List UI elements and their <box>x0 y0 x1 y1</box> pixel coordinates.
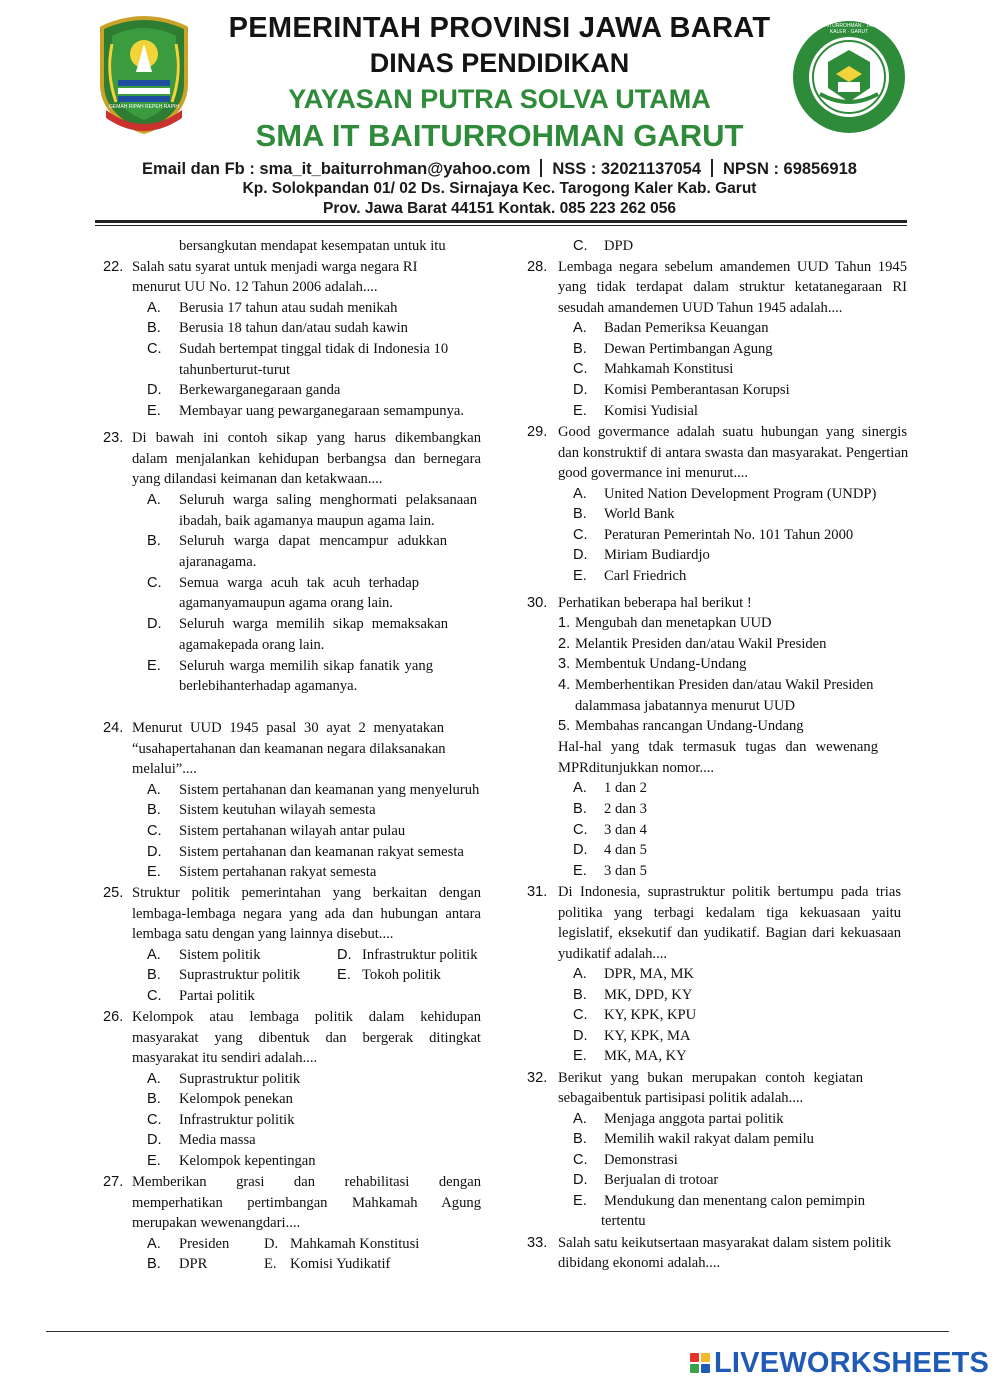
q29-number: 29. <box>527 424 548 440</box>
q23-option-a[interactable]: Seluruh warga saling menghormati pelaksanaan <box>179 492 477 508</box>
q25-option-letter: A. <box>147 947 161 963</box>
q25-option-e[interactable]: Tokoh politik <box>362 967 441 983</box>
q29-option-letter: A. <box>573 486 587 502</box>
q24-option-letter: C. <box>147 823 162 839</box>
q31-option-letter: E. <box>573 1048 587 1064</box>
q28-option-letter: C. <box>573 361 588 377</box>
q31-option-a[interactable]: DPR, MA, MK <box>604 966 695 982</box>
q31-option-e[interactable]: MK, MA, KY <box>604 1048 687 1064</box>
q32-stem: Berikut yang bukan merupakan contoh kegiatan <box>558 1070 863 1086</box>
q31-stem: yudikatif adalah.... <box>558 946 668 962</box>
q25-stem: lembaga satu dengan yang lainnya disebut.... <box>132 926 394 942</box>
q23-number: 23. <box>103 430 124 446</box>
header-npsn: NPSN : 69856918 <box>723 160 857 178</box>
header-email: Email dan Fb : sma_it_baiturrohman@yahoo.com <box>142 160 531 178</box>
q23-option-c-continued[interactable]: agamanyamaupun agama orang lain. <box>179 595 393 611</box>
header-nss: NSS : 32021137054 <box>552 160 702 178</box>
q29-option-c[interactable]: Peraturan Pemerintah No. 101 Tahun 2000 <box>604 527 854 543</box>
q31-option-letter: D. <box>573 1028 588 1044</box>
q23-option-b-continued[interactable]: ajaranagama. <box>179 554 257 570</box>
q25-option-c[interactable]: Partai politik <box>179 988 255 1004</box>
q26-option-letter: D. <box>147 1132 162 1148</box>
q23-option-letter: D. <box>147 616 162 632</box>
q27-option-e[interactable]: Komisi Yudikatif <box>290 1256 391 1272</box>
divider <box>711 159 713 177</box>
header-school-name: SMA IT BAITURROHMAN GARUT <box>255 118 744 153</box>
q26-option-e[interactable]: Kelompok kepentingan <box>179 1153 316 1169</box>
q31-stem: politika yang terbagi kedalam tiga kekuasaan yaitu <box>558 905 901 921</box>
q25-option-a[interactable]: Sistem politik <box>179 947 261 963</box>
q31-stem: Di Indonesia, suprastruktur politik bertumpu pada trias <box>558 884 901 900</box>
q30-item: Membahas rancangan Undang-Undang <box>575 718 804 734</box>
q27-option-d[interactable]: Mahkamah Konstitusi <box>290 1236 420 1252</box>
q25-option-letter: C. <box>147 988 162 1004</box>
q28-number: 28. <box>527 259 548 275</box>
q32-number: 32. <box>527 1070 548 1086</box>
q32-option-letter: C. <box>573 1152 588 1168</box>
q26-option-letter: A. <box>147 1071 161 1087</box>
q33-stem: dibidang ekonomi adalah.... <box>558 1255 721 1271</box>
q23-option-e-continued[interactable]: berlebihanterhadap agamanya. <box>179 678 358 694</box>
q24-option-c[interactable]: Sistem pertahanan wilayah antar pulau <box>179 823 406 839</box>
q32-option-letter: A. <box>573 1111 587 1127</box>
q32-option-e-continued[interactable]: tertentu <box>601 1213 646 1229</box>
q22-option-e[interactable]: Membayar uang pewarganegaraan semampunya. <box>179 403 464 419</box>
q30-item-continued: dalammasa jabatannya menurut UUD <box>575 698 796 714</box>
q22-option-letter: A. <box>147 300 161 316</box>
q30-item: Melantik Presiden dan/atau Wakil Presiden <box>575 636 827 652</box>
q23-option-letter: A. <box>147 492 161 508</box>
q22-option-d[interactable]: Berkewarganegaraan ganda <box>179 382 341 398</box>
q31-number: 31. <box>527 884 548 900</box>
q27-option-b[interactable]: DPR <box>179 1256 208 1272</box>
q25-stem: Struktur politik pemerintahan yang berkaitan dengan <box>132 885 481 901</box>
q28-option-b[interactable]: Dewan Pertimbangan Agung <box>604 341 773 357</box>
q27-option-letter: E. <box>264 1256 277 1272</box>
q30-item-number: 2. <box>558 636 571 652</box>
q26-number: 26. <box>103 1009 124 1025</box>
q23-option-d[interactable]: Seluruh warga memilih sikap memaksakan <box>179 616 448 632</box>
right-logo-caption: SMA IT BAITURROHMAN · TAROGONG KALER · GARUT <box>803 23 895 35</box>
q30-item-number: 1. <box>558 615 571 631</box>
q31-option-letter: A. <box>573 966 587 982</box>
q28-stem: yang tidak terdapat dalam struktur ketatanegaraan RI <box>558 279 907 295</box>
q26-option-letter: E. <box>147 1153 161 1169</box>
q27-option-c[interactable]: DPD <box>604 238 634 254</box>
q33-stem: Salah satu keikutsertaan masyarakat dalam sistem politik <box>558 1235 892 1251</box>
q24-option-letter: A. <box>147 782 161 798</box>
q26-stem: masyarakat itu sendiri adalah.... <box>132 1050 318 1066</box>
q29-option-letter: B. <box>573 506 587 522</box>
q21-tail-text: bersangkutan mendapat kesempatan untuk itu <box>179 238 446 254</box>
q31-option-letter: B. <box>573 987 587 1003</box>
q27-option-letter: B. <box>147 1256 161 1272</box>
q24-number: 24. <box>103 720 124 736</box>
q26-stem: Kelompok atau lembaga politik dalam kehidupan <box>132 1009 481 1025</box>
q25-option-d[interactable]: Infrastruktur politik <box>362 947 478 963</box>
q23-stem: yang dilandasi keimanan dan ketakwaan.... <box>132 471 383 487</box>
q32-option-letter: D. <box>573 1172 588 1188</box>
q30-option-b[interactable]: 2 dan 3 <box>604 801 647 817</box>
q23-stem: dalam menjalankan kehidupan berbangsa dan bernegara <box>132 451 481 467</box>
footer-divider <box>46 1331 949 1332</box>
q30-option-letter: D. <box>573 842 588 858</box>
q24-option-d[interactable]: Sistem pertahanan dan keamanan rakyat semesta <box>179 844 464 860</box>
liveworksheets-logo[interactable] <box>690 1348 989 1378</box>
q22-option-letter: B. <box>147 320 161 336</box>
q22-stem: Salah satu syarat untuk menjadi warga negara RI <box>132 259 418 275</box>
q24-option-a[interactable]: Sistem pertahanan dan keamanan yang menyeluruh <box>179 782 480 798</box>
q29-option-letter: E. <box>573 568 587 584</box>
q26-stem: masyarakat yang dibentuk dan bergerak ditingkat <box>132 1030 481 1046</box>
q25-option-b[interactable]: Suprastruktur politik <box>179 967 301 983</box>
q30-item-number: 4. <box>558 677 571 693</box>
q31-option-letter: C. <box>573 1007 588 1023</box>
q22-option-a[interactable]: Berusia 17 tahun atau sudah menikah <box>179 300 398 316</box>
q24-stem: Menurut UUD 1945 pasal 30 ayat 2 menyatakan <box>132 720 444 736</box>
q32-option-b[interactable]: Memilih wakil rakyat dalam pemilu <box>604 1131 814 1147</box>
q26-option-b[interactable]: Kelompok penekan <box>179 1091 293 1107</box>
q27-option-letter: A. <box>147 1236 161 1252</box>
q27-stem: memperhatikan pertimbangan Mahkamah Agung <box>132 1195 481 1211</box>
q27-option-letter: D. <box>264 1236 279 1252</box>
q28-option-a[interactable]: Badan Pemeriksa Keuangan <box>604 320 769 336</box>
q25-option-letter: B. <box>147 967 161 983</box>
q32-option-d[interactable]: Berjualan di trotoar <box>604 1172 719 1188</box>
q23-option-letter: B. <box>147 533 161 549</box>
header-address-line-1: Kp. Solokpandan 01/ 02 Ds. Sirnajaya Kec. Tarogong Kaler Kab. Garut <box>242 180 757 197</box>
q23-option-e[interactable]: Seluruh warga memilih sikap fanatik yang <box>179 658 433 674</box>
q30-option-letter: A. <box>573 780 587 796</box>
q24-option-e[interactable]: Sistem pertahanan rakyat semesta <box>179 864 377 880</box>
header-contact-line <box>0 159 999 179</box>
q25-stem: lembaga-lembaga negara yang ada dan hubungan antara <box>132 906 481 922</box>
q32-option-e[interactable]: Mendukung dan menentang calon pemimpin <box>604 1193 866 1209</box>
q23-option-letter: E. <box>147 658 161 674</box>
q22-number: 22. <box>103 259 124 275</box>
q30-option-e[interactable]: 3 dan 5 <box>604 863 647 879</box>
q25-option-letter: D. <box>337 947 352 963</box>
q24-option-letter: B. <box>147 802 161 818</box>
q29-option-letter: D. <box>573 547 588 563</box>
q28-option-letter: B. <box>573 341 587 357</box>
header-address-line-2: Prov. Jawa Barat 44151 Kontak. 085 223 262 056 <box>323 200 676 217</box>
q29-option-e[interactable]: Carl Friedrich <box>604 568 687 584</box>
q23-option-a-continued[interactable]: ibadah, baik agamanya maupun agama lain. <box>179 513 435 529</box>
q22-option-c-continued[interactable]: tahunberturut-turut <box>179 362 291 378</box>
q25-option-letter: E. <box>337 967 351 983</box>
q28-stem: Lembaga negara sebelum amandemen UUD Tahun 1945 <box>558 259 907 275</box>
q30-option-letter: C. <box>573 822 588 838</box>
q30-option-a[interactable]: 1 dan 2 <box>604 780 647 796</box>
q28-option-e[interactable]: Komisi Yudisial <box>604 403 698 419</box>
q23-option-letter: C. <box>147 575 162 591</box>
header-divider-thin <box>95 225 907 226</box>
q24-option-letter: E. <box>147 864 161 880</box>
q26-option-a[interactable]: Suprastruktur politik <box>179 1071 301 1087</box>
q26-option-d[interactable]: Media massa <box>179 1132 256 1148</box>
q30-option-letter: B. <box>573 801 587 817</box>
q31-stem: legislatif, eksekutif dan yudikatif. Bagian dari kekuasaan <box>558 925 901 941</box>
q28-option-letter: A. <box>573 320 587 336</box>
q23-option-c[interactable]: Semua warga acuh tak acuh terhadap <box>179 575 419 591</box>
liveworksheets-wordmark: LIVEWORKSHEETS <box>714 1346 990 1379</box>
q32-option-c[interactable]: Demonstrasi <box>604 1152 678 1168</box>
q22-option-c[interactable]: Sudah bertempat tinggal tidak di Indonesia 10 <box>179 341 449 357</box>
header-divider-thick <box>95 220 907 223</box>
q22-option-letter: D. <box>147 382 162 398</box>
q26-option-c[interactable]: Infrastruktur politik <box>179 1112 295 1128</box>
q29-option-a[interactable]: United Nation Development Program (UNDP) <box>604 486 877 502</box>
q26-option-letter: B. <box>147 1091 161 1107</box>
header-department-line: DINAS PENDIDIKAN <box>369 48 630 78</box>
q32-stem: sebagaibentuk partisipasi politik adalah.... <box>558 1090 804 1106</box>
header-foundation-line: YAYASAN PUTRA SOLVA UTAMA <box>288 84 711 114</box>
q24-option-letter: D. <box>147 844 162 860</box>
q23-option-b[interactable]: Seluruh warga dapat mencampur adukkan <box>179 533 447 549</box>
q32-option-letter: B. <box>573 1131 587 1147</box>
q30-item: Mengubah dan menetapkan UUD <box>575 615 772 631</box>
divider <box>540 159 542 177</box>
q30-stem: Hal-hal yang tdak termasuk tugas dan wewenang <box>558 739 878 755</box>
q27-option-letter: C. <box>573 238 588 254</box>
q23-option-d-continued[interactable]: agamakepada orang lain. <box>179 637 325 653</box>
q29-option-d[interactable]: Miriam Budiardjo <box>604 547 710 563</box>
q30-option-d[interactable]: 4 dan 5 <box>604 842 647 858</box>
q28-stem: sesudah amandemen UUD Tahun 1945 adalah.... <box>558 300 843 316</box>
q33-number: 33. <box>527 1235 548 1251</box>
header-government-line: PEMERINTAH PROVINSI JAWA BARAT <box>228 12 771 44</box>
q27-stem: Memberikan grasi dan rehabilitasi dengan <box>132 1174 481 1190</box>
liveworksheets-grid-icon <box>690 1353 710 1373</box>
q30-item: Membentuk Undang-Undang <box>575 656 747 672</box>
q27-number: 27. <box>103 1174 124 1190</box>
q27-stem: merupakan wewenangdari.... <box>132 1215 301 1231</box>
q32-option-letter: E. <box>573 1193 587 1209</box>
q22-stem: menurut UU No. 12 Tahun 2006 adalah.... <box>132 279 378 295</box>
school-logo <box>790 18 908 136</box>
q29-option-b[interactable]: World Bank <box>604 506 675 522</box>
q24-stem: “usahapertahanan dan keamanan negara dilaksanakan <box>132 741 446 757</box>
q29-stem: dan konstruktif di antara swasta dan masyarakat. Pengertian <box>558 445 909 461</box>
q30-option-letter: E. <box>573 863 587 879</box>
q29-stem: good govermance ini menurut.... <box>558 465 749 481</box>
q30-stem: MPRditunjukkan nomor.... <box>558 760 715 776</box>
q24-stem: melalui”.... <box>132 761 197 777</box>
q28-option-c[interactable]: Mahkamah Konstitusi <box>604 361 734 377</box>
left-logo-motto: GEMAH RIPAH REPEH RAPIH <box>109 104 179 110</box>
q31-option-c[interactable]: KY, KPK, KPU <box>604 1007 697 1023</box>
q24-option-b[interactable]: Sistem keutuhan wilayah semesta <box>179 802 376 818</box>
q29-stem: Good govermance adalah suatu hubungan yang sinergis <box>558 424 907 440</box>
q31-option-b[interactable]: MK, DPD, KY <box>604 987 693 1003</box>
q22-option-b[interactable]: Berusia 18 tahun dan/atau sudah kawin <box>179 320 408 336</box>
q28-option-letter: D. <box>573 382 588 398</box>
q27-option-a[interactable]: Presiden <box>179 1236 230 1252</box>
q30-number: 30. <box>527 595 548 611</box>
q30-item: Memberhentikan Presiden dan/atau Wakil Presiden <box>575 677 874 693</box>
q22-option-letter: E. <box>147 403 161 419</box>
q30-item-number: 3. <box>558 656 571 672</box>
q22-option-letter: C. <box>147 341 162 357</box>
q23-stem: Di bawah ini contoh sikap yang harus dikembangkan <box>132 430 481 446</box>
q31-option-d[interactable]: KY, KPK, MA <box>604 1028 691 1044</box>
q30-intro: Perhatikan beberapa hal berikut ! <box>558 595 752 611</box>
q29-option-letter: C. <box>573 527 588 543</box>
q28-option-letter: E. <box>573 403 587 419</box>
q32-option-a[interactable]: Menjaga anggota partai politik <box>604 1111 784 1127</box>
q28-option-d[interactable]: Komisi Pemberantasan Korupsi <box>604 382 790 398</box>
q25-number: 25. <box>103 885 124 901</box>
q30-option-c[interactable]: 3 dan 4 <box>604 822 647 838</box>
q26-option-letter: C. <box>147 1112 162 1128</box>
q30-item-number: 5. <box>558 718 571 734</box>
